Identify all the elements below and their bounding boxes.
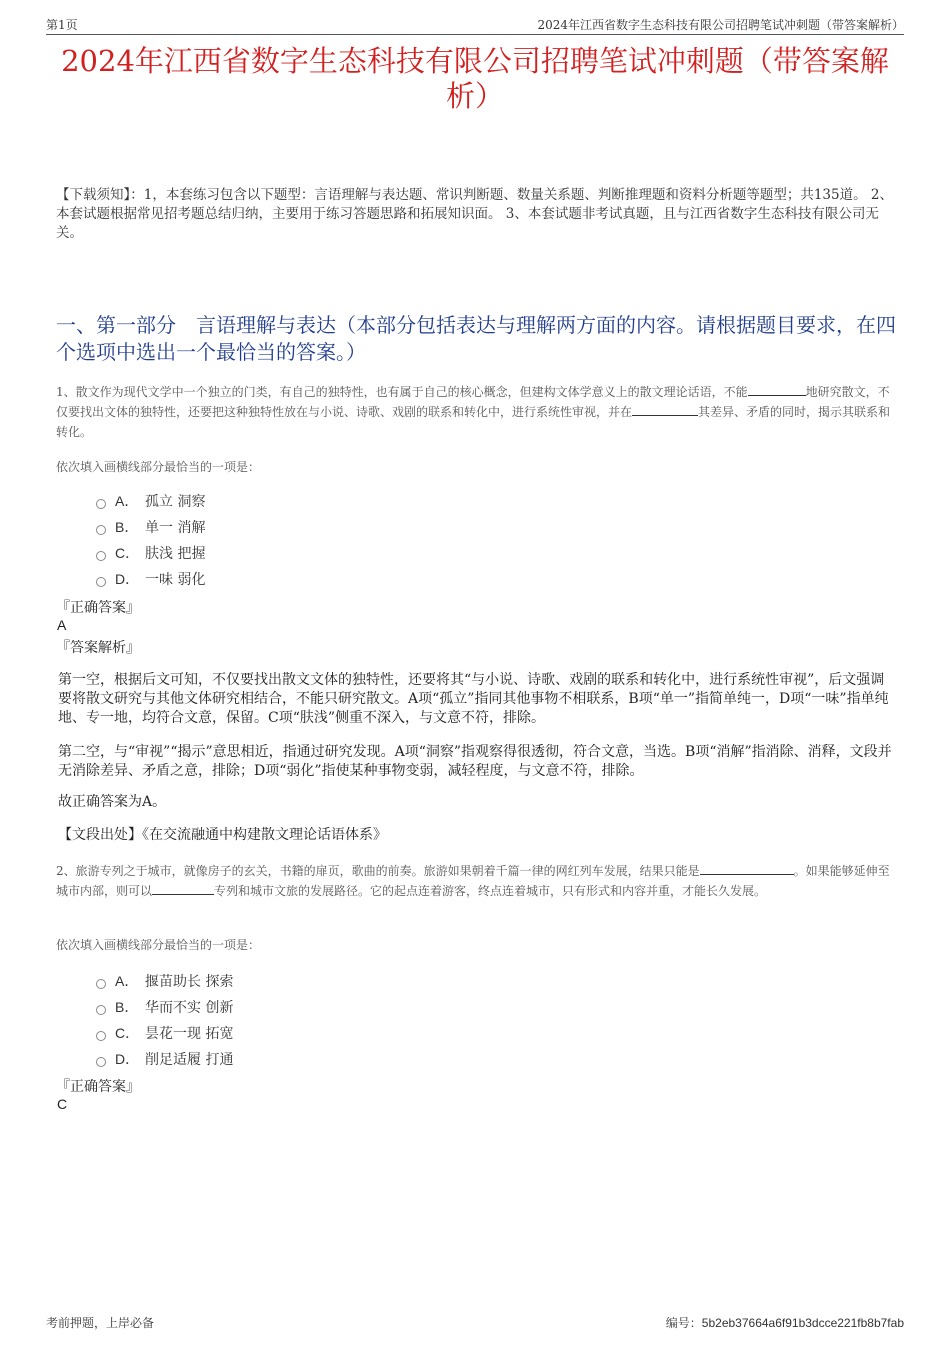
correct-answer: C	[57, 1096, 68, 1112]
radio-button[interactable]	[96, 499, 106, 509]
radio-button[interactable]	[96, 525, 106, 535]
option-d[interactable]: D． 削足适履 打通	[96, 1046, 233, 1072]
radio-button[interactable]	[96, 1057, 106, 1067]
option-a[interactable]: A． 揠苗助长 探索	[96, 968, 233, 994]
running-header-title: 2024年江西省数字生态科技有限公司招聘笔试冲刺题（带答案解析）	[537, 18, 904, 32]
option-b[interactable]: B． 华而不实 创新	[96, 994, 233, 1020]
question-2-prompt: 依次填入画横线部分最恰当的一项是：	[56, 938, 261, 952]
blank-1	[700, 862, 794, 875]
footer-slogan: 考前押题，上岸必备	[46, 1316, 155, 1330]
blank-2	[632, 403, 698, 416]
section-heading: 一、第一部分 言语理解与表达（本部分包括表达与理解两方面的内容。请根据题目要求，在四个选项中选出一个最恰当的答案。）	[56, 313, 896, 364]
document-code: 编号：5b2eb37664a6f91b3dcce221fb8b7fab	[665, 1316, 904, 1330]
passage-source: 【文段出处】《在交流融通中构建散文理论话语体系》	[58, 827, 387, 843]
option-d[interactable]: D． 一味 弱化	[96, 566, 205, 592]
analysis-paragraph-2: 第二空，与“审视”“揭示”意思相近，指通过研究发现。A项“洞察”指观察得很透彻，符合文意，当选。B项“消解”指消除、消释，文段并无消除差异、矛盾之意，排除；D项“弱化”指使某种事物变弱，减轻程度，与文意不符，排除。	[58, 744, 892, 779]
header-divider	[46, 34, 904, 35]
option-c[interactable]: C． 肤浅 把握	[96, 540, 205, 566]
download-notice: 【下载须知】：1，本套练习包含以下题型：言语理解与表达题、常识判断题、数量关系题、判断推理题和资料分析题等题型；共135道。 2、本套试题根据常见招考题总结归纳，主要用于练习答题思路和拓展知识面。 3、本套试题非考试真题，且与江西省数字生态科技有限公司无关。	[56, 187, 893, 241]
question-2-options	[96, 968, 233, 1072]
question-1-prompt: 依次填入画横线部分最恰当的一项是：	[56, 460, 261, 474]
radio-button[interactable]	[96, 979, 106, 989]
analysis-paragraph-1: 第一空，根据后文可知，不仅要找出散文文体的独特性，还要将其“与小说、诗歌、戏剧的联系和转化中，进行系统性审视”，后文强调要将散文研究与其他文体研究相结合，不能只研究散文。A项“孤立”指同其他事物不相联系，B项“单一”指简单纯一，D项“一味”指单纯地、专一地，均符合文意，保留。C项“肤浅”侧重不深入，与文意不符，排除。	[58, 672, 889, 726]
radio-button[interactable]	[96, 577, 106, 587]
option-c[interactable]: C． 昙花一现 拓宽	[96, 1020, 233, 1046]
option-a[interactable]: A． 孤立 洞察	[96, 488, 205, 514]
question-1-text: 1、散文作为现代文学中一个独立的门类，有自己的独特性，也有属于自己的核心概念，但建构文体学意义上的散文理论话语，不能 地研究散文，不仅要找出文体的独特性，还要把这种独特性放在与小说、诗歌、戏剧的联系和转化中，进行系统性审视，并在 其差异、矛盾的同时，揭示其联系和转化。	[56, 385, 891, 439]
blank-2	[152, 882, 214, 895]
analysis-label: 『答案解析』	[56, 640, 140, 656]
radio-button[interactable]	[96, 1005, 106, 1015]
question-1-options	[96, 488, 205, 592]
option-b[interactable]: B． 单一 消解	[96, 514, 205, 540]
analysis-conclusion: 故正确答案为A。	[58, 794, 167, 810]
correct-answer-label: 『正确答案』	[56, 1079, 140, 1095]
document-title: 2024年江西省数字生态科技有限公司招聘笔试冲刺题（带答案解析）	[61, 44, 889, 113]
question-2-text: 2、旅游专列之于城市，就像房子的玄关，书籍的扉页，歌曲的前奏。旅游如果朝着千篇一律的网红列车发展，结果只能是 。如果能够延伸至城市内部，则可以 专列和城市文旅的发展路径。它的起点连着游客，终点连着城市，只有形式和内容并重，才能长久发展。	[56, 864, 890, 898]
blank-1	[748, 383, 806, 396]
page-number: 第1页	[46, 18, 78, 32]
correct-answer: A	[57, 617, 67, 633]
radio-button[interactable]	[96, 1031, 106, 1041]
correct-answer-label: 『正确答案』	[56, 600, 140, 616]
radio-button[interactable]	[96, 551, 106, 561]
